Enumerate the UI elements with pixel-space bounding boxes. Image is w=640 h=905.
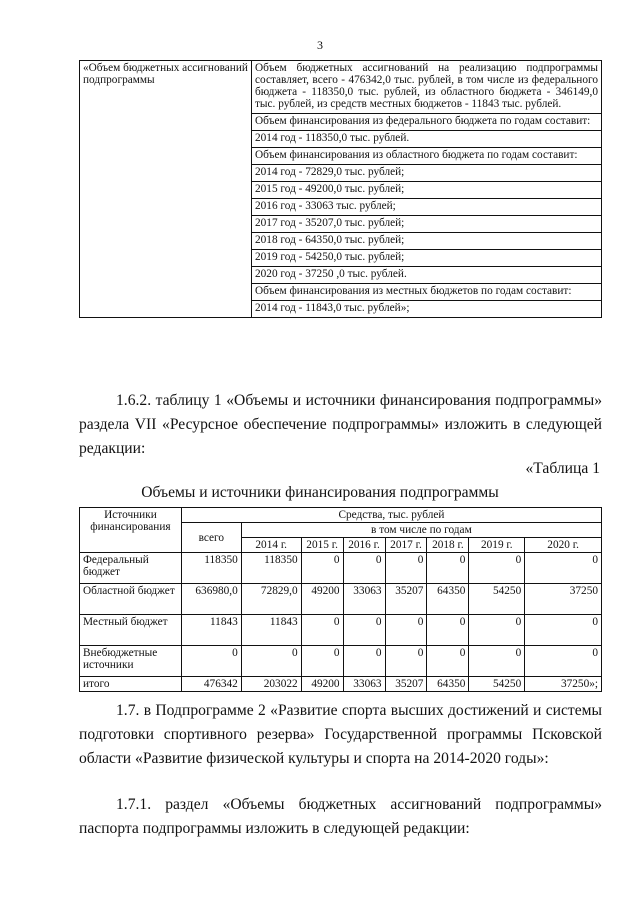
row-total: 11843 (181, 615, 241, 646)
table1-left-cell: «Объем бюджетных ассигнований подпрограммы (80, 61, 252, 318)
row-value: 0 (301, 615, 343, 646)
row-value: 35207 (385, 584, 427, 615)
allocation-line: 2016 год - 33063 тыс. рублей; (252, 199, 601, 216)
row-label: итого (80, 677, 182, 692)
row-value: 0 (469, 553, 525, 584)
row-value: 0 (301, 646, 343, 677)
row-value: 49200 (301, 584, 343, 615)
row-value: 0 (301, 553, 343, 584)
row-label: Внебюджетные источники (80, 646, 182, 677)
row-value: 49200 (301, 677, 343, 692)
allocation-line: 2014 год - 11843,0 тыс. рублей»; (255, 302, 410, 314)
allocation-line: 2015 год - 49200,0 тыс. рублей; (252, 182, 601, 199)
row-value: 0 (427, 615, 469, 646)
row-value: 0 (525, 553, 602, 584)
table1-right-cell (252, 61, 602, 318)
table-row (80, 646, 602, 677)
header-source: Источники финансирования (80, 508, 182, 553)
row-value: 72829,0 (241, 584, 301, 615)
row-total: 476342 (181, 677, 241, 692)
allocation-line: 2014 год - 72829,0 тыс. рублей; (252, 165, 601, 182)
row-value: 0 (427, 553, 469, 584)
header-funds: Средства, тыс. рублей (181, 508, 601, 523)
table-row (80, 615, 602, 646)
budget-allocation-table (79, 60, 602, 318)
allocation-line: 2019 год - 54250,0 тыс. рублей; (252, 250, 601, 267)
header-total: всего (181, 523, 241, 553)
row-value: 0 (343, 553, 385, 584)
header-year: 2017 г. (385, 538, 427, 553)
table-label: «Таблица 1 (525, 460, 600, 477)
header-year: 2018 г. (427, 538, 469, 553)
table-title: Объемы и источники финансирования подпрограммы (141, 484, 499, 501)
paragraph-1-6-2: 1.6.2. таблицу 1 «Объемы и источники финансирования подпрограммы» раздела VII «Ресурсное обеспечение подпрограммы» изложить в следующей редакции: (79, 392, 602, 457)
row-label: Федеральный бюджет (80, 553, 182, 584)
paragraph-1-7: 1.7. в Подпрограмме 2 «Развитие спорта высших достижений и системы подготовки спортивного резерва» Государственной программы Псковской области «Развитие физической культуры и спорта на 2014-2020 годы»: (79, 702, 602, 767)
row-total: 636980,0 (181, 584, 241, 615)
table-row (80, 584, 602, 615)
row-value: 64350 (427, 677, 469, 692)
header-year: 2019 г. (469, 538, 525, 553)
row-value: 203022 (241, 677, 301, 692)
row-total: 0 (181, 646, 241, 677)
row-label: Местный бюджет (80, 615, 182, 646)
row-label: Областной бюджет (80, 584, 182, 615)
table-row (80, 553, 602, 584)
row-value: 37250 (525, 584, 602, 615)
allocation-line: Объем финансирования из областного бюджета по годам составит: (252, 148, 601, 165)
row-value: 118350 (241, 553, 301, 584)
row-value: 0 (525, 646, 602, 677)
row-value: 0 (427, 646, 469, 677)
header-year: 2016 г. (343, 538, 385, 553)
row-value: 33063 (343, 584, 385, 615)
table-row (80, 677, 602, 692)
row-value: 0 (469, 646, 525, 677)
row-value: 0 (525, 615, 602, 646)
row-value: 0 (385, 646, 427, 677)
row-value: 35207 (385, 677, 427, 692)
allocation-line: 2017 год - 35207,0 тыс. рублей; (252, 216, 601, 233)
row-total: 118350 (181, 553, 241, 584)
allocation-line: Объем бюджетных ассигнований на реализацию подпрограммы составляет, всего - 476342,0 тыс. рублей, в том числе из федерального бюджета - 118350,0 тыс. рублей, из областного бюджета - 346149,0 тыс. рублей, из средств местных бюджетов - 11843 тыс. рублей. (252, 61, 601, 114)
allocation-line: 2014 год - 118350,0 тыс. рублей. (252, 131, 601, 148)
header-year: 2014 г. (241, 538, 301, 553)
row-value: 54250 (469, 677, 525, 692)
allocation-line: 2018 год - 64350,0 тыс. рублей; (252, 233, 601, 250)
row-value: 0 (343, 615, 385, 646)
header-year: 2020 г. (525, 538, 602, 553)
page-number: 3 (317, 38, 323, 52)
row-value: 0 (385, 553, 427, 584)
header-year: 2015 г. (301, 538, 343, 553)
row-value: 0 (343, 646, 385, 677)
row-value: 64350 (427, 584, 469, 615)
row-value: 33063 (343, 677, 385, 692)
row-value: 54250 (469, 584, 525, 615)
row-value: 37250»; (525, 677, 602, 692)
header-by-year: в том числе по годам (241, 523, 601, 538)
row-value: 11843 (241, 615, 301, 646)
row-value: 0 (469, 615, 525, 646)
financing-sources-table (79, 507, 602, 692)
allocation-line: Объем финансирования из федерального бюджета по годам составит: (252, 114, 601, 131)
allocation-line: 2020 год - 37250 ,0 тыс. рублей. (252, 267, 601, 284)
row-value: 0 (385, 615, 427, 646)
allocation-line: Объем финансирования из местных бюджетов по годам составит: (252, 284, 601, 301)
row-value: 0 (241, 646, 301, 677)
paragraph-1-7-1: 1.7.1. раздел «Объемы бюджетных ассигнований подпрограммы» паспорта подпрограммы изложить в следующей редакции: (79, 796, 602, 837)
